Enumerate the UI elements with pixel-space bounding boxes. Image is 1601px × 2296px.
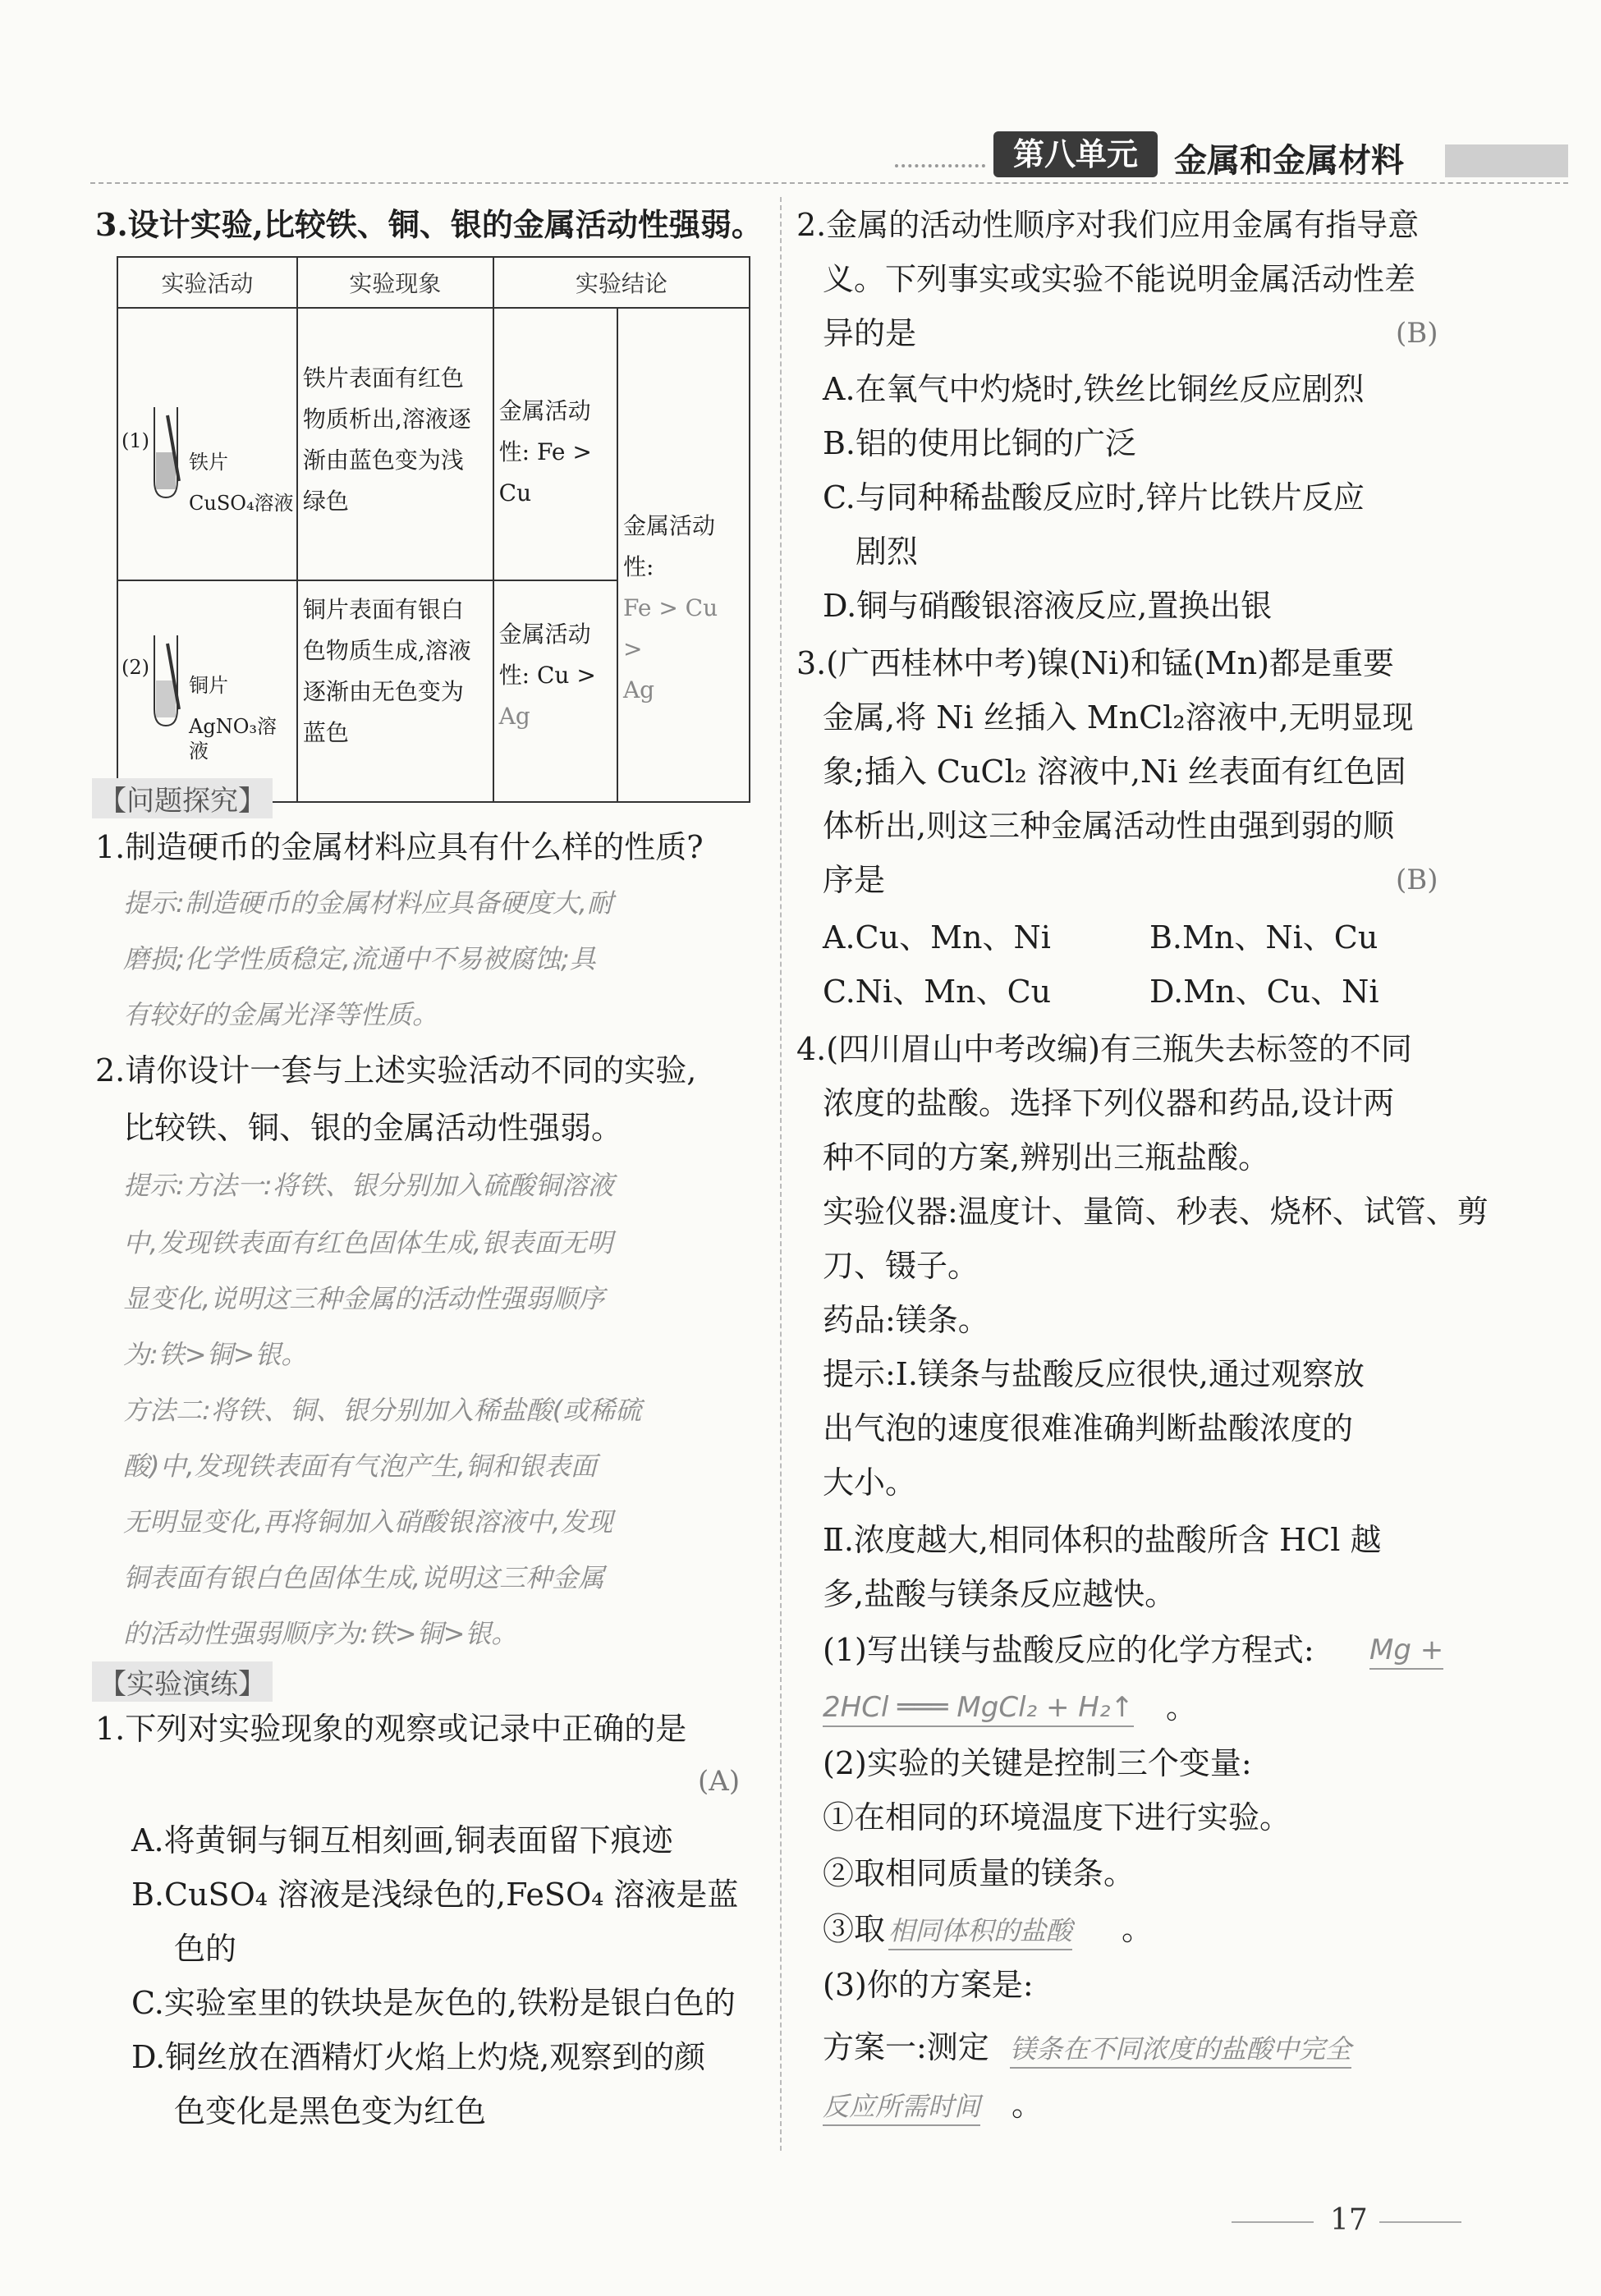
p2-hint-line: 铜表面有银白色固体生成,说明这三种金属 <box>123 1562 605 1593</box>
e4-var: ②取相同质量的镁条。 <box>823 1855 1135 1891</box>
e3-line: 序是 <box>823 862 886 898</box>
e4-line: 实验仪器:温度计、量筒、秒表、烧杯、试管、剪 <box>823 1194 1489 1230</box>
table-header: 实验结论 <box>493 257 750 308</box>
e4-equation-part2: 2HCl ═══ MgCl₂ + H₂↑ <box>823 1689 1134 1727</box>
e2-option: B.铝的使用比铜的广泛 <box>823 425 1137 461</box>
conclusion-line: 性: Cu > <box>498 662 596 689</box>
e1-option: 色的 <box>174 1931 237 1967</box>
e3-line: 体析出,则这三种金属活动性由强到弱的顺 <box>823 808 1395 844</box>
e4-line: Ⅱ.浓度越大,相同体积的盐酸所含 HCl 越 <box>823 1522 1382 1558</box>
conclusion-line: 性: Fe > Cu <box>498 438 592 506</box>
p2-hint-line: 显变化,说明这三种金属的活动性强弱顺序 <box>123 1283 605 1314</box>
e4-equation-part1: Mg + <box>1369 1632 1443 1670</box>
experiment-table <box>117 256 750 803</box>
e4-line: (1)写出镁与盐酸反应的化学方程式: <box>823 1632 1314 1668</box>
phenomenon-line: 色物质生成,溶液 <box>302 637 471 664</box>
activity-num: (2) <box>122 656 149 679</box>
e3-option: A.Cu、Mn、Ni <box>823 919 1051 956</box>
phenomenon-line: 渐由蓝色变为浅 <box>302 447 464 474</box>
e4-line: 大小。 <box>823 1464 917 1501</box>
e4-var: ①在相同的环境温度下进行实验。 <box>823 1799 1291 1835</box>
column-divider <box>780 197 782 2151</box>
e4-var3-end: 。 <box>1122 1911 1154 1947</box>
e1-option: A.将黄铜与铜互相刻画,铜表面留下痕迹 <box>131 1822 673 1858</box>
p1-hint-line: 提示:制造硬币的金属材料应具备硬度大,耐 <box>123 887 613 919</box>
activity-num: (1) <box>122 429 149 452</box>
e4-line: 出气泡的速度很难准确判断盐酸浓度的 <box>823 1410 1354 1446</box>
table-header: 实验活动 <box>117 257 297 308</box>
p1-hint-line: 磨损;化学性质稳定,流通中不易被腐蚀;具 <box>123 943 596 974</box>
footer-rule-right <box>1379 2221 1461 2223</box>
e4-line: 刀、镊子。 <box>823 1248 979 1284</box>
phenomenon-line: 物质析出,溶液逐 <box>302 406 471 433</box>
header-rule <box>90 182 1568 184</box>
activity-cell-1 <box>117 308 297 580</box>
overall-conclusion-line: 金属活动性: <box>622 512 715 580</box>
test-tube-icon <box>146 407 195 506</box>
phenomenon-line: 逐渐由无色变为 <box>302 678 464 705</box>
q3-title: 3.设计实验,比较铁、铜、银的金属活动性强弱。 <box>95 206 763 243</box>
p2-hint-line: 中,发现铁表面有红色固体生成,银表面无明 <box>123 1227 613 1258</box>
test-tube-icon <box>146 635 195 734</box>
e4-plan-end: 。 <box>1012 2087 1044 2123</box>
phenomenon-line: 蓝色 <box>302 719 349 746</box>
activity-cell-2 <box>117 580 297 802</box>
page-number: 17 <box>1330 2203 1368 2237</box>
p2-hint-line: 酸)中,发现铁表面有气泡产生,铜和银表面 <box>123 1450 597 1482</box>
p2-hint-line: 为:铁>铜>银。 <box>123 1339 308 1370</box>
activity-label: 铜片 <box>189 674 228 697</box>
e4-sub3: (3)你的方案是: <box>823 1967 1034 2003</box>
e1-option: 色变化是黑色变为红色 <box>174 2093 487 2129</box>
p1-hint-line: 有较好的金属光泽等性质。 <box>123 999 439 1030</box>
p2-question-line: 2.请你设计一套与上述实验活动不同的实验, <box>95 1052 697 1088</box>
p2-hint-line: 无明显变化,再将铜加入硝酸银溶液中,发现 <box>123 1506 613 1538</box>
e1-option: B.CuSO₄ 溶液是浅绿色的,FeSO₄ 溶液是蓝 <box>131 1877 739 1913</box>
phenomenon-cell-2 <box>297 580 493 802</box>
activity-label: 铁片 <box>189 451 228 474</box>
e4-plan-answer: 反应所需时间 <box>823 2088 980 2126</box>
p2-question-line: 比较铁、铜、银的金属活动性强弱。 <box>123 1110 623 1146</box>
header-dots <box>895 164 985 172</box>
overall-conclusion-cell <box>617 308 750 802</box>
overall-conclusion-line: Fe > Cu > <box>622 594 718 662</box>
conclusion-line: Ag <box>498 703 530 730</box>
e1-option: C.实验室里的铁块是灰色的,铁粉是银白色的 <box>131 1985 736 2021</box>
e3-line: 金属,将 Ni 丝插入 MnCl₂溶液中,无明显现 <box>823 699 1414 736</box>
section-practice: 【实验演练】 <box>92 1661 273 1702</box>
header-gray-bar <box>1445 144 1568 177</box>
e2-option: C.与同种稀盐酸反应时,锌片比铁片反应 <box>823 479 1365 516</box>
phenomenon-line: 铁片表面有红色 <box>302 364 464 392</box>
p2-hint-line: 提示:方法一:将铁、银分别加入硫酸铜溶液 <box>123 1170 614 1201</box>
e4-line: 4.(四川眉山中考改编)有三瓶失去标签的不同 <box>796 1031 1412 1067</box>
e2-option: A.在氧气中灼烧时,铁丝比铜丝反应剧烈 <box>823 371 1365 407</box>
e2-answer: (B) <box>1396 317 1438 350</box>
overall-conclusion-line: Ag <box>622 676 655 703</box>
e3-answer: (B) <box>1396 864 1438 896</box>
header-title: 金属和金属材料 <box>1174 142 1404 180</box>
p2-hint-line: 方法二:将铁、铜、银分别加入稀盐酸(或稀硫 <box>123 1395 642 1426</box>
p1-question: 1.制造硬币的金属材料应具有什么样的性质? <box>95 829 704 865</box>
conclusion-line: 金属活动 <box>498 621 591 648</box>
e2-option: 剧烈 <box>856 534 919 570</box>
e1-answer: (A) <box>698 1765 741 1798</box>
activity-label: CuSO₄溶液 <box>189 492 294 515</box>
e4-sub2: (2)实验的关键是控制三个变量: <box>823 1745 1252 1781</box>
e3-option: C.Ni、Mn、Cu <box>823 974 1052 1010</box>
phenomenon-cell-1 <box>297 308 493 580</box>
e4-plan-answer: 镁条在不同浓度的盐酸中完全 <box>1010 2031 1351 2069</box>
phenomenon-line: 绿色 <box>302 488 349 515</box>
e1-option: D.铜丝放在酒精灯火焰上灼烧,观察到的颜 <box>131 2039 706 2075</box>
section-explore: 【问题探究】 <box>92 778 273 818</box>
e3-option: D.Mn、Cu、Ni <box>1149 974 1379 1010</box>
e3-line: 象;插入 CuCl₂ 溶液中,Ni 丝表面有红色固 <box>823 754 1406 790</box>
e4-line: 种不同的方案,辨别出三瓶盐酸。 <box>823 1139 1270 1175</box>
header-unit-badge: 第八单元 <box>993 131 1158 177</box>
e2-line: 异的是 <box>823 315 917 351</box>
e4-line: 提示:Ⅰ.镁条与盐酸反应很快,通过观察放 <box>823 1356 1365 1392</box>
activity-label: AgNO₃溶液 <box>189 715 277 763</box>
phenomenon-line: 铜片表面有银白 <box>302 596 464 623</box>
e4-plan-prefix: 方案一:测定 <box>823 2029 989 2065</box>
e1-question: 1.下列对实验现象的观察或记录中正确的是 <box>95 1711 687 1747</box>
e3-option: B.Mn、Ni、Cu <box>1149 919 1379 956</box>
p2-hint-line: 的活动性强弱顺序为:铁>铜>银。 <box>123 1618 518 1649</box>
footer-rule-left <box>1232 2221 1314 2223</box>
e4-equation-end: 。 <box>1166 1689 1198 1725</box>
conclusion-cell-2 <box>493 580 617 802</box>
e2-option: D.铜与硝酸银溶液反应,置换出银 <box>823 588 1273 624</box>
e4-line: 药品:镁条。 <box>823 1302 989 1338</box>
e3-line: 3.(广西桂林中考)镍(Ni)和锰(Mn)都是重要 <box>796 645 1394 681</box>
e4-var3-prefix: ③取 <box>823 1911 886 1947</box>
e2-line: 2.金属的活动性顺序对我们应用金属有指导意 <box>796 207 1420 243</box>
e4-line: 浓度的盐酸。选择下列仪器和药品,设计两 <box>823 1085 1395 1121</box>
conclusion-line: 金属活动 <box>498 397 591 424</box>
e2-line: 义。下列事实或实验不能说明金属活动性差 <box>823 261 1416 297</box>
table-header: 实验现象 <box>297 257 493 308</box>
e4-line: 多,盐酸与镁条反应越快。 <box>823 1576 1177 1612</box>
e4-var3-answer: 相同体积的盐酸 <box>888 1913 1072 1950</box>
conclusion-cell-1 <box>493 308 617 580</box>
